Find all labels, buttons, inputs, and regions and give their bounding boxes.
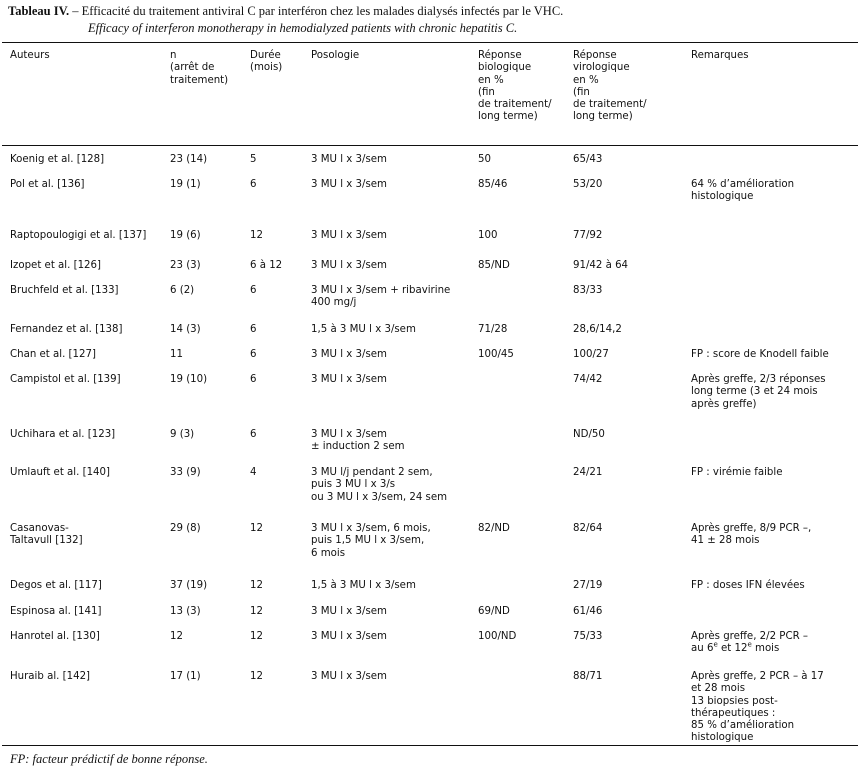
table-caption [8,3,858,37]
table-body [10,154,856,751]
n-cell: 33 (9) [170,467,201,478]
caption-title-fr: – Efficacité du traitement antiviral C par interféron chez les malades dialysés infectés par le VHC. [69,4,564,18]
author-cell: Uchihara et al. [123] [10,429,116,440]
viro-response-cell: 91/42 à 64 [573,260,629,271]
bio-response-cell [478,467,573,523]
posologie-cell: 3 MU l x 3/sem [311,374,387,385]
bio-response-cell [478,285,573,324]
posologie-cell: 3 MU l x 3/sem [311,349,387,360]
n-cell: 29 (8) [170,523,201,534]
caption-title-en: Efficacy of interferon monotherapy in hemodialyzed patients with chronic hepatitis C. [88,21,518,35]
remarques-cell: FP : virémie faible [691,467,783,478]
table-header-row [10,50,856,145]
author-cell: Espinosa al. [141] [10,606,102,617]
viro-response-cell: 100/27 [573,349,609,360]
viro-response-cell: 75/33 [573,631,603,642]
viro-response-cell: 77/92 [573,230,603,241]
duree-cell: 6 [250,374,257,385]
n-cell: 13 (3) [170,606,201,617]
author-cell: Koenig et al. [128] [10,154,105,165]
n-cell: 14 (3) [170,324,201,335]
duree-cell: 5 [250,154,257,165]
viro-response-cell: 88/71 [573,671,603,682]
table-label: Tableau IV. [8,4,70,18]
column-header-reponse-biologique: Réponse biologique en % (fin de traitement/ long terme) [478,50,552,123]
posologie-cell: 3 MU l x 3/sem [311,671,387,682]
duree-cell: 6 à 12 [250,260,283,271]
viro-response-cell: ND/50 [573,429,605,440]
column-header-n: n (arrêt de traitement) [170,50,229,86]
posologie-cell: 3 MU l x 3/sem [311,631,387,642]
bio-response-cell [478,374,573,429]
author-cell: Raptopoulogigi et al. [137] [10,230,147,241]
viro-response-cell: 53/20 [573,179,603,190]
table-row [10,230,856,260]
viro-response-cell: 61/46 [573,606,603,617]
bio-response-cell: 82/ND [478,523,510,534]
author-cell: Fernandez et al. [138] [10,324,123,335]
posologie-cell: 3 MU l x 3/sem [311,154,387,165]
table-row [10,580,856,606]
n-cell: 19 (10) [170,374,208,385]
posologie-cell: 3 MU l/j pendant 2 sem, puis 3 MU l x 3/s ou 3 MU l x 3/sem, 24 sem [311,467,448,503]
caption-french [8,3,858,20]
author-cell: Izopet et al. [126] [10,260,101,271]
duree-cell: 12 [250,580,263,591]
table-row [10,606,856,631]
posologie-cell: 3 MU l x 3/sem [311,230,387,241]
column-header-duree: Durée (mois) [250,50,283,74]
duree-cell: 12 [250,230,263,241]
bio-response-cell: 100/45 [478,349,514,360]
remarques-cell [691,260,856,285]
duree-cell: 4 [250,467,257,478]
n-cell: 11 [170,349,183,360]
bio-response-cell [478,580,573,606]
posologie-cell: 3 MU l x 3/sem ± induction 2 sem [311,429,405,453]
duree-cell: 12 [250,671,263,682]
bio-response-cell: 85/46 [478,179,508,190]
column-header-auteurs: Auteurs [10,50,50,61]
viro-response-cell: 27/19 [573,580,603,591]
table-top-rule [2,42,858,43]
bio-response-cell: 85/ND [478,260,510,271]
author-cell: Chan et al. [127] [10,349,96,360]
bio-response-cell: 71/28 [478,324,508,335]
author-cell: Huraib al. [142] [10,671,91,682]
column-header-remarques: Remarques [691,50,749,61]
n-cell: 19 (1) [170,179,201,190]
table-row [10,429,856,467]
duree-cell: 12 [250,606,263,617]
n-cell: 9 (3) [170,429,195,440]
table-row [10,523,856,580]
duree-cell: 6 [250,429,257,440]
author-cell: Umlauft et al. [140] [10,467,110,478]
table-row [10,154,856,179]
table-row [10,374,856,429]
bio-response-cell [478,671,573,751]
remarques-cell: Après greffe, 2 PCR – à 17 et 28 mois 13 biopsies post-thérapeutiques : 85 % d’amélioration histologique [691,671,824,744]
posologie-cell: 1,5 à 3 MU l x 3/sem [311,580,416,591]
viro-response-cell: 24/21 [573,467,603,478]
posologie-cell: 3 MU l x 3/sem + ribavirine 400 mg/j [311,285,451,309]
duree-cell: 6 [250,349,257,360]
table-header-rule [2,145,858,146]
remarques-cell: FP : score de Knodell faible [691,349,829,360]
duree-cell: 6 [250,179,257,190]
bio-response-cell: 100/ND [478,631,517,642]
duree-cell: 12 [250,631,263,642]
remarques-cell [691,154,856,179]
remarques-cell: Après greffe, 8/9 PCR –, 41 ± 28 mois [691,523,812,547]
viro-response-cell: 65/43 [573,154,603,165]
table-row [10,179,856,230]
author-cell: Degos et al. [117] [10,580,102,591]
table-row [10,260,856,285]
table-row [10,285,856,324]
n-cell: 12 [170,631,183,642]
remarques-cell: Après greffe, 2/2 PCR – au 6e et 12e mois [691,631,808,655]
author-cell: Bruchfeld et al. [133] [10,285,119,296]
remarques-cell: FP : doses IFN élevées [691,580,805,591]
viro-response-cell: 28,6/14,2 [573,324,622,335]
n-cell: 19 (6) [170,230,201,241]
remarques-cell [691,429,856,467]
remarques-cell [691,606,856,631]
bio-response-cell: 69/ND [478,606,510,617]
author-cell: Pol et al. [136] [10,179,85,190]
remarques-cell [691,324,856,349]
posologie-cell: 3 MU l x 3/sem [311,260,387,271]
column-header-posologie: Posologie [311,50,360,61]
viro-response-cell: 83/33 [573,285,603,296]
table-row [10,324,856,349]
viro-response-cell: 82/64 [573,523,603,534]
posologie-cell: 3 MU l x 3/sem, 6 mois, puis 1,5 MU l x 3/sem, 6 mois [311,523,431,559]
posologie-cell: 1,5 à 3 MU l x 3/sem [311,324,416,335]
n-cell: 23 (3) [170,260,201,271]
n-cell: 6 (2) [170,285,195,296]
bio-response-cell: 50 [478,154,491,165]
duree-cell: 12 [250,523,263,534]
interferon-efficacy-table [10,50,856,744]
author-cell: Campistol et al. [139] [10,374,121,385]
author-cell: Casanovas- Taltavull [132] [10,523,83,547]
duree-cell: 6 [250,285,257,296]
bio-response-cell [478,429,573,467]
author-cell: Hanrotel al. [130] [10,631,100,642]
column-header-reponse-virologique: Réponse virologique en % (fin de traitement/ long terme) [573,50,647,123]
bio-response-cell: 100 [478,230,498,241]
remarques-cell: Après greffe, 2/3 réponses long terme (3 et 24 mois après greffe) [691,374,826,410]
table-footnote: FP: facteur prédictif de bonne réponse. [10,752,208,766]
n-cell: 37 (19) [170,580,208,591]
posologie-cell: 3 MU l x 3/sem [311,179,387,190]
remarques-cell: 64 % d’amélioration histologique [691,179,795,203]
remarques-cell [691,285,856,324]
remarques-cell [691,230,856,260]
table-row [10,349,856,374]
table-row [10,631,856,671]
posologie-cell: 3 MU l x 3/sem [311,606,387,617]
table-row [10,467,856,523]
table-bottom-rule [2,745,858,746]
n-cell: 17 (1) [170,671,201,682]
viro-response-cell: 74/42 [573,374,603,385]
n-cell: 23 (14) [170,154,208,165]
duree-cell: 6 [250,324,257,335]
table-row [10,671,856,751]
